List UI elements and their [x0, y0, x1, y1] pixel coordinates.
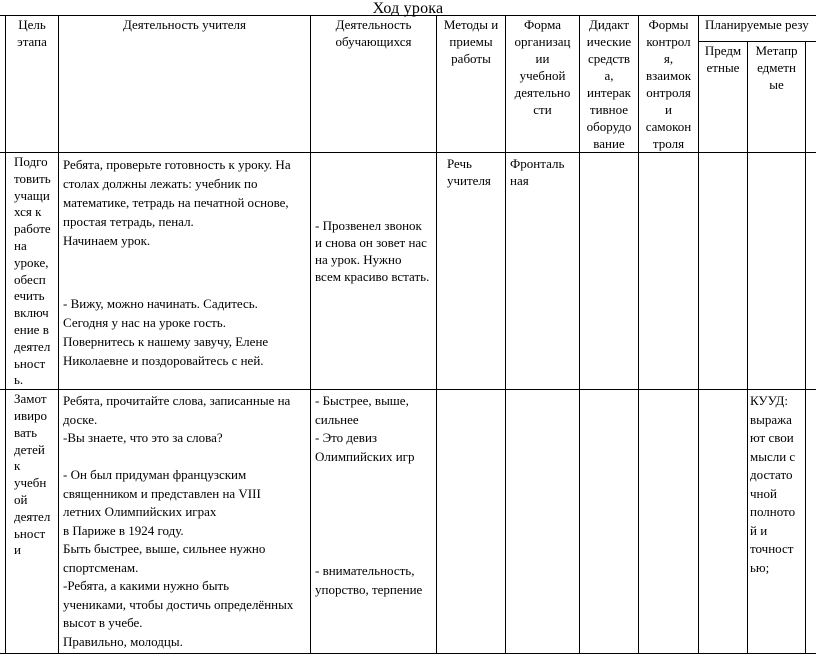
- student-activity-text: - Быстрее, выше, сильнее - Это девиз Олимпийских игр: [311, 390, 436, 468]
- header-stage-goal: Цель этапа: [6, 16, 59, 153]
- header-teacher-activity: Деятельность учителя: [59, 16, 311, 153]
- subject-results-cell: [699, 153, 748, 390]
- header-metasubject-results: Метапр едметн ые: [748, 42, 806, 153]
- metasubject-results-text: КУУД: выража ют свои мысли с достато чной полното й и точност ью;: [748, 390, 805, 579]
- teacher-activity-text-continued: - Вижу, можно начинать. Садитесь. Сегодня у нас на уроке гость. Повернитесь к нашему завучу, Елене Николаевне и поздоровайтесь с ней.: [59, 292, 310, 372]
- methods-cell: [437, 153, 506, 390]
- extra-cell: [806, 153, 816, 390]
- methods-text: [437, 390, 505, 394]
- subject-results-text: [699, 390, 747, 394]
- stage-goal-text: Замот ивиро вать детей к учебн ой деятел ьност и: [6, 390, 58, 559]
- teacher-activity-cell: [59, 153, 311, 390]
- table-row: [0, 390, 816, 654]
- teacher-activity-text: Ребята, прочитайте слова, записанные на доске. -Вы знаете, что это за слова? - Он был придуман французским священником и представлен на VIII летних Олимпийских играх в Париже в 1924 году. Быть быстрее, выше, сильнее нужно спортсменам. -Ребята, а какими нужно быть учениками, чтобы достичь определённых высот в учебе. Правильно, молодцы.: [59, 390, 310, 653]
- control-forms-text: [639, 390, 698, 394]
- student-activity-cell: [311, 153, 437, 390]
- methods-text: Речь учителя: [437, 153, 505, 191]
- student-activity-text-continued: - внимательность, упорство, терпение: [311, 560, 436, 601]
- organization-form-cell: [506, 153, 580, 390]
- metasubject-results-cell: [748, 390, 806, 654]
- teacher-activity-text: Ребята, проверьте готовность к уроку. На столах должны лежать: учебник по математике, тетрадь на печатной основе, простая тетрадь, пенал. Начинаем урок.: [59, 153, 310, 252]
- subject-results-cell: [699, 390, 748, 654]
- header-student-activity: Деятельность обучающихся: [311, 16, 437, 153]
- metasubject-results-text: [748, 153, 805, 157]
- page-title: Ход урока: [0, 0, 816, 18]
- table-row: [0, 153, 816, 390]
- teacher-activity-cell: [59, 390, 311, 654]
- didactic-tools-text: [580, 390, 638, 394]
- organization-form-text: [506, 390, 579, 394]
- organization-form-cell: [506, 390, 580, 654]
- didactic-tools-cell: [580, 390, 639, 654]
- control-forms-text: [639, 153, 698, 157]
- student-activity-text: - Прозвенел звонок и снова он зовет нас на урок. Нужно всем красиво встать.: [311, 215, 436, 287]
- metasubject-results-cell: [748, 153, 806, 390]
- control-forms-cell: [639, 153, 699, 390]
- didactic-tools-text: [580, 153, 638, 157]
- stage-goal-cell: [6, 153, 59, 390]
- header-methods: Методы и приемы работы: [437, 16, 506, 153]
- lesson-plan-table: [0, 15, 816, 654]
- header-subject-results: Предм етные: [699, 42, 748, 153]
- organization-form-text: Фронталь ная: [506, 153, 579, 191]
- extra-cell: [806, 390, 816, 654]
- student-activity-cell: [311, 390, 437, 654]
- header-control-forms: Формы контрол я, взаимок онтроля и самокон троля: [639, 16, 699, 153]
- header-didactic-tools: Дидакт ические средств а, интерак тивное оборудо вание: [580, 16, 639, 153]
- stage-goal-text: Подго товить учащи хся к работе на уроке, обесп ечить включ ение в деятел ьност ь.: [6, 153, 58, 389]
- header-extra-cell: [806, 42, 816, 153]
- subject-results-text: [699, 153, 747, 157]
- control-forms-cell: [639, 390, 699, 654]
- header-organization-form: Форма организац ии учебной деятельно сти: [506, 16, 580, 153]
- methods-cell: [437, 390, 506, 654]
- stage-goal-cell: [6, 390, 59, 654]
- didactic-tools-cell: [580, 153, 639, 390]
- header-planned-results: Планируемые резу: [699, 16, 816, 42]
